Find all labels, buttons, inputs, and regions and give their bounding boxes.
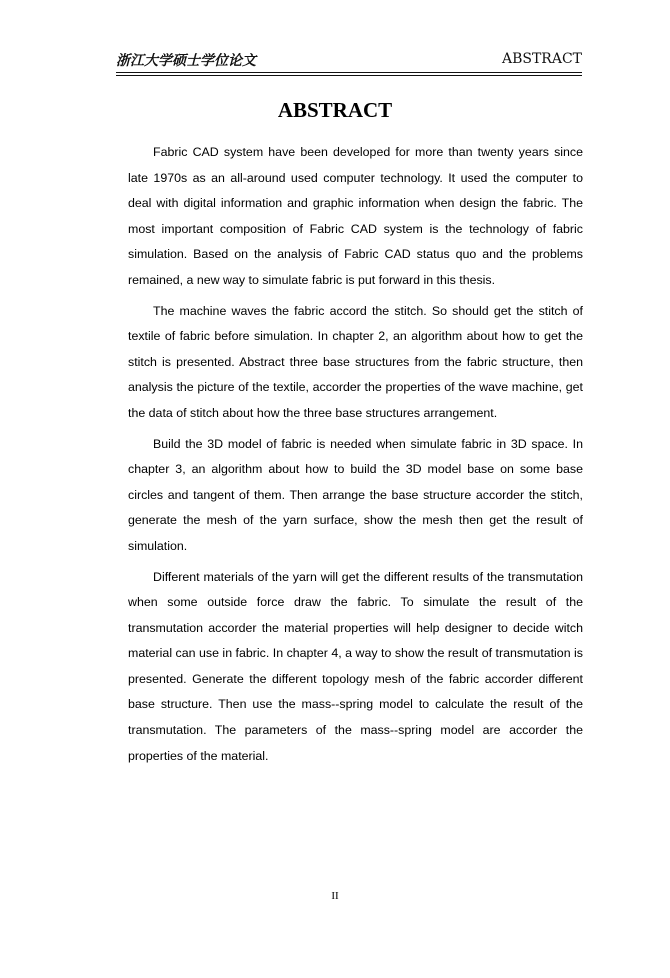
running-header-university: 浙江大学硕士学位论文	[116, 53, 256, 69]
paragraph-3: Build the 3D model of fabric is needed when simulate fabric in 3D space. In chapter 3, an algorithm about how to build the 3D model base on some base circles and tangent of them. Then arrange the base structure accorder the stitch, generate the mesh of the yarn surface, show the mesh then get the result of simulation.	[128, 436, 583, 553]
abstract-body	[128, 140, 583, 769]
header-rule-thick	[116, 72, 582, 73]
paragraph-4: Different materials of the yarn will get the different results of the transmutation when some outside force draw the fabric. To simulate the result of the transmutation accorder the material properties will help designer to decide witch material can use in fabric. In chapter 4, a way to show the result of transmutation is presented. Generate the different topology mesh of the fabric accorder different base structure. Then use the mass--spring model to calculate the result of the transmutation. The parameters of the mass--spring model are accorder the properties of the material.	[128, 569, 583, 763]
running-header-section: ABSTRACT	[501, 51, 582, 67]
page-title: ABSTRACT	[277, 98, 393, 122]
header-rule-thin	[116, 75, 582, 76]
paragraph-1: Fabric CAD system have been developed for more than twenty years since late 1970s as an all-around used computer technology. It used the computer to deal with digital information and graphic information when design the fabric. The most important composition of Fabric CAD system is the technology of fabric simulation. Based on the analysis of Fabric CAD status quo and the problems remained, a new way to simulate fabric is put forward in this thesis.	[128, 145, 583, 287]
paragraph-2: The machine waves the fabric accord the stitch. So should get the stitch of textile of fabric before simulation. In chapter 2, an algorithm about how to get the stitch is presented. Abstract three base structures from the fabric structure, then analysis the picture of the textile, accorder the properties of the wave machine, get the data of stitch about how the three base structures arrangement.	[128, 303, 583, 420]
page-number: II	[331, 890, 339, 902]
